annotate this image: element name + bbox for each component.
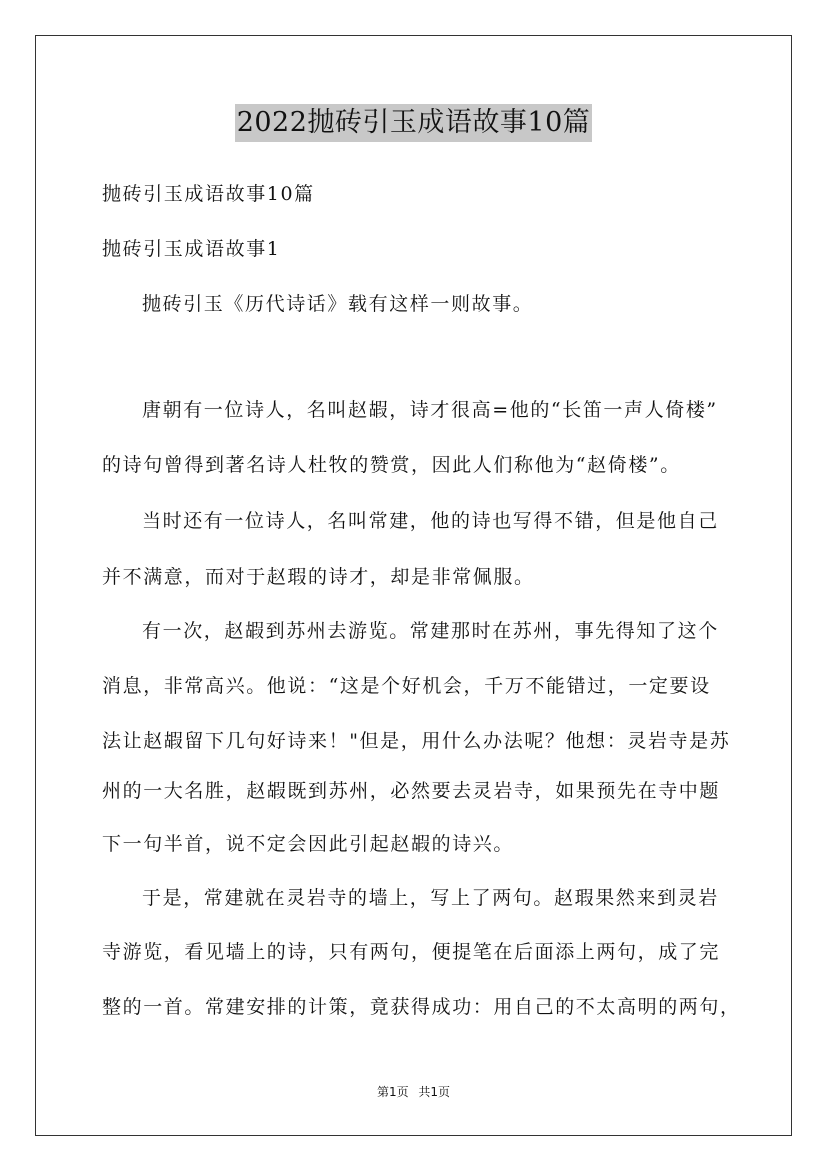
paragraph-line: 当时还有一位诗人，名叫常建，他的诗也写得不错，但是他自己 [142,510,719,532]
paragraph-line: 州的一大名胜，赵嘏既到苏州，必然要去灵岩寺，如果预先在寺中题 [102,780,721,802]
document-title: 2022抛砖引玉成语故事10篇 [235,104,593,142]
paragraph-line: 下一句半首，说不定会因此引起赵嘏的诗兴。 [102,833,515,855]
page-number: 第1页 [376,1085,409,1099]
paragraph-line: 的诗句曾得到著名诗人杜牧的赞赏，因此人们称他为“赵倚楼”。 [102,454,681,476]
paragraph-line: 整的一首。常建安排的计策，竟获得成功：用自己的不太高明的两句， [102,996,741,1018]
paragraph-line: 有一次，赵嘏到苏州去游览。常建那时在苏州，事先得知了这个 [142,620,719,642]
paragraph-line: 法让赵嘏留下几句好诗来！"但是，用什么办法呢？他想：灵岩寺是苏 [102,730,731,752]
paragraph-line: 于是，常建就在灵岩寺的墙上，写上了两句。赵瑕果然来到灵岩 [142,887,719,909]
document-subtitle: 抛砖引玉成语故事10篇 [102,183,315,205]
paragraph-line: 寺游览，看见墙上的诗，只有两句，便提笔在后面添上两句，成了完 [102,941,721,963]
paragraph-line: 消息，非常高兴。他说：“这是个好机会，千万不能错过，一定要设 [102,675,711,697]
page-total: 共1页 [418,1085,451,1099]
paragraph-line: 抛砖引玉《历代诗话》载有这样一则故事。 [142,293,534,315]
title-container [0,104,827,142]
section-heading: 抛砖引玉成语故事1 [102,238,281,260]
paragraph-line: 唐朝有一位诗人，名叫赵嘏，诗才很高=他的“长笛一声人倚楼” [142,399,718,421]
paragraph-line: 并不满意，而对于赵瑕的诗才，却是非常佩服。 [102,566,535,588]
page-footer [0,1084,827,1100]
